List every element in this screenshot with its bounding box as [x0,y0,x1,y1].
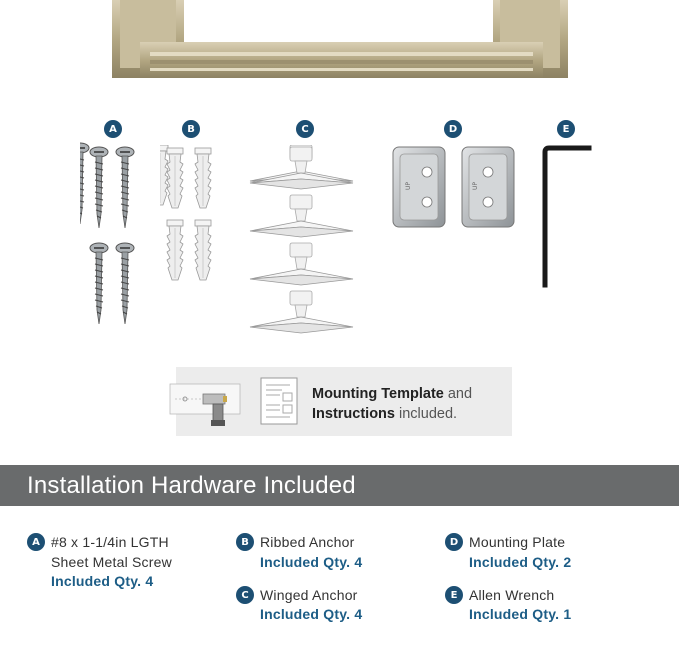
legend-e-name: Allen Wrench [469,587,555,603]
legend-a-name-line2: Sheet Metal Screw [51,554,172,570]
legend-badge-d: D [445,533,463,551]
badge-a: A [104,120,122,138]
instructions-document-icon [260,377,300,427]
legend-badge-b: B [236,533,254,551]
legend-a-qty: Included Qty. 4 [51,573,154,589]
badge-e: E [557,120,575,138]
template-note-bold1: Mounting Template [312,386,444,402]
legend-badge-a: A [27,533,45,551]
legend-c-name: Winged Anchor [260,587,358,603]
template-note-text1: and [443,386,473,402]
plate-up-label-2: UP [472,181,479,190]
drill-template-icon [165,380,255,430]
legend-e-qty: Included Qty. 1 [469,606,572,622]
plate-up-label-1: UP [405,181,412,190]
winged-anchors-illustration [245,145,365,335]
mounting-plates-illustration [390,145,520,230]
legend-b-qty: Included Qty. 4 [260,554,363,570]
template-note-text2: included. [394,406,458,422]
handle-illustration [0,0,679,90]
legend-c-qty: Included Qty. 4 [260,606,363,622]
ribbed-anchors-illustration [160,145,230,290]
legend-badge-c: C [236,586,254,604]
badge-b: B [182,120,200,138]
banner-title: Installation Hardware Included [27,472,356,499]
badge-c: C [296,120,314,138]
screws-illustration [80,140,150,335]
legend-d-name: Mounting Plate [469,534,566,550]
legend-b-name: Ribbed Anchor [260,534,355,550]
allen-wrench-illustration [535,140,595,290]
template-note-bold2: Instructions [312,406,395,422]
template-note [312,384,472,424]
legend-d-qty: Included Qty. 2 [469,554,572,570]
legend-a-name-line1: #8 x 1-1/4in LGTH [51,534,169,550]
legend-badge-e: E [445,586,463,604]
badge-d: D [444,120,462,138]
